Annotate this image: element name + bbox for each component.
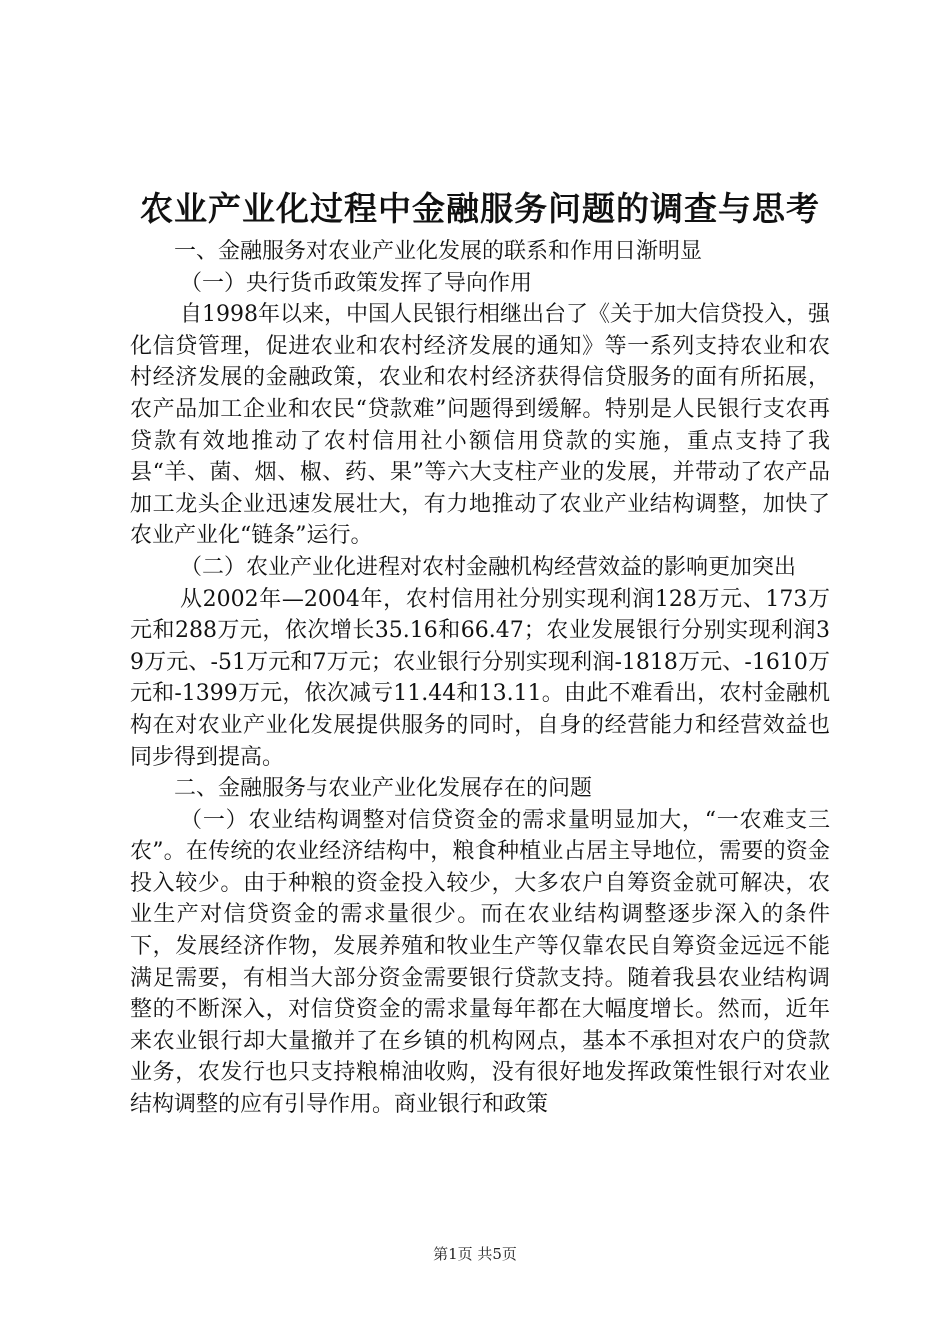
paragraph-1: 自1998年以来，中国人民银行相继出台了《关于加大信贷投入，强化信贷管理，促进农业和农村经济发展的通知》等一系列支持农业和农村经济发展的金融政策，农业和农村经济获得信贷服务的面有所拓展，农产品加工企业和农民“贷款难”问题得到缓解。特别是人民银行支农再贷款有效地推动了农村信用社小额信用贷款的实施，重点支持了我县“羊、菌、烟、椒、药、果”等六大支柱产业的发展，并带动了农产品加工龙头企业迅速发展壮大，有力地推动了农业产业结构调整，加快了农业产业化“链条”运行。: [130, 302, 830, 549]
page-footer: 第1页 共5页: [433, 1245, 517, 1263]
paragraph-3: （一）农业结构调整对信贷资金的需求量明显加大，“一农难支三农”。在传统的农业经济结构中，粮食种植业占居主导地位，需要的资金投入较少。由于种粮的资金投入较少，大多农户自筹资金就可解决，农业生产对信贷资金的需求量很少。而在农业结构调整逐步深入的条件下，发展经济作物，发展养殖和牧业生产等仅靠农民自筹资金远远不能满足需要，有相当大部分资金需要银行贷款支持。随着我县农业结构调整的不断深入，对信贷资金的需求量每年都在大幅度增长。然而，近年来农业银行却大量撤并了在乡镇的机构网点，基本不承担对农户的贷款业务，农发行也只支持粮棉油收购，没有很好地发挥政策性银行对农业结构调整的应有引导作用。商业银行和政策: [130, 807, 830, 1118]
section-heading-2: 二、金融服务与农业产业化发展存在的问题: [174, 776, 593, 802]
paragraph-2: 从2002年—2004年，农村信用社分别实现利润128万元、173万元和288万元，依次增长35.16和66.47；农业发展银行分别实现利润39万元、-51万元和7万元；农业银行分别实现利润-1818万元、-1610万元和-1399万元，依次减亏11.44和13.11。由此不难看出，农村金融机构在对农业产业化发展提供服务的同时，自身的经营能力和经营效益也同步得到提高。: [130, 586, 830, 770]
subsection-heading-1-2: （二）农业产业化进程对农村金融机构经营效益的影响更加突出: [180, 554, 797, 580]
document-body: [130, 236, 830, 1121]
document-title: 农业产业化过程中金融服务问题的调查与思考: [140, 189, 820, 228]
subsection-heading-1-1: （一）央行货币政策发挥了导向作用: [180, 270, 533, 296]
section-heading-1: 一、金融服务对农业产业化发展的联系和作用日渐明显: [174, 239, 703, 264]
